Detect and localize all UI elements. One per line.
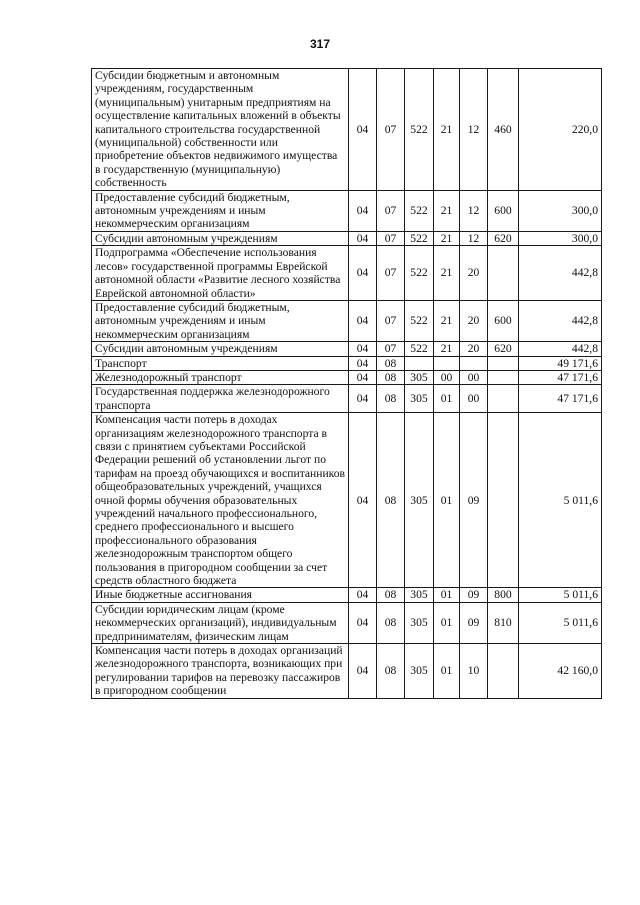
target-article-2-cell: 01 bbox=[434, 602, 460, 643]
target-article-3-cell: 09 bbox=[460, 413, 488, 588]
item-name-cell: Предоставление субсидий бюджетным, автономным учреждениям и иным некоммерческим организациям bbox=[92, 300, 349, 341]
target-article-2-cell bbox=[434, 356, 460, 370]
table-row bbox=[92, 602, 602, 643]
target-article-2-cell: 21 bbox=[434, 190, 460, 231]
amount-cell: 442,8 bbox=[519, 300, 602, 341]
target-article-1-cell: 522 bbox=[405, 300, 434, 341]
item-name-cell: Подпрограмма «Обеспечение использования лесов» государственной программы Еврейской автономной области «Развитие лесного хозяйства Еврейской автономной области» bbox=[92, 246, 349, 301]
target-article-2-cell: 01 bbox=[434, 644, 460, 699]
expense-type-cell bbox=[488, 413, 519, 588]
target-article-2-cell: 21 bbox=[434, 342, 460, 356]
section-code-cell: 04 bbox=[349, 588, 377, 602]
budget-table bbox=[91, 68, 602, 699]
target-article-1-cell: 305 bbox=[405, 385, 434, 413]
item-name-cell: Железнодорожный транспорт bbox=[92, 370, 349, 384]
amount-cell: 300,0 bbox=[519, 190, 602, 231]
section-code-cell: 04 bbox=[349, 602, 377, 643]
table-row bbox=[92, 588, 602, 602]
target-article-1-cell: 522 bbox=[405, 190, 434, 231]
expense-type-cell: 600 bbox=[488, 300, 519, 341]
section-code-cell: 04 bbox=[349, 385, 377, 413]
amount-cell: 47 171,6 bbox=[519, 385, 602, 413]
subsection-code-cell: 08 bbox=[377, 356, 405, 370]
target-article-2-cell: 01 bbox=[434, 385, 460, 413]
target-article-1-cell: 305 bbox=[405, 602, 434, 643]
subsection-code-cell: 08 bbox=[377, 385, 405, 413]
target-article-2-cell: 00 bbox=[434, 370, 460, 384]
subsection-code-cell: 08 bbox=[377, 413, 405, 588]
table-row bbox=[92, 356, 602, 370]
target-article-3-cell: 12 bbox=[460, 231, 488, 245]
expense-type-cell: 810 bbox=[488, 602, 519, 643]
target-article-1-cell: 522 bbox=[405, 69, 434, 191]
expense-type-cell bbox=[488, 370, 519, 384]
item-name-cell: Компенсация части потерь в доходах организациям железнодорожного транспорта в связи с принятием субъектами Российской Федерации решений об установлении льгот по тарифам на проезд обучающихся и воспитанников общеобразовательных учреждений, учащихся очной формы обучения образовательных учреждений начального профессионального, среднего профессионального и высшего профессионального образования железнодорожным транспортом общего пользования в пригородном сообщении за счет средств областного бюджета bbox=[92, 413, 349, 588]
item-name-cell: Транспорт bbox=[92, 356, 349, 370]
item-name-cell: Компенсация части потерь в доходах организаций железнодорожного транспорта, возникающих при регулировании тарифов на перевозку пассажиров в пригородном сообщении bbox=[92, 644, 349, 699]
subsection-code-cell: 07 bbox=[377, 69, 405, 191]
subsection-code-cell: 07 bbox=[377, 190, 405, 231]
target-article-1-cell: 305 bbox=[405, 588, 434, 602]
expense-type-cell: 620 bbox=[488, 231, 519, 245]
amount-cell: 5 011,6 bbox=[519, 413, 602, 588]
item-name-cell: Иные бюджетные ассигнования bbox=[92, 588, 349, 602]
target-article-1-cell: 522 bbox=[405, 246, 434, 301]
table-row bbox=[92, 413, 602, 588]
expense-type-cell: 800 bbox=[488, 588, 519, 602]
section-code-cell: 04 bbox=[349, 370, 377, 384]
item-name-cell: Субсидии автономным учреждениям bbox=[92, 342, 349, 356]
table-row bbox=[92, 190, 602, 231]
amount-cell: 5 011,6 bbox=[519, 588, 602, 602]
amount-cell: 442,8 bbox=[519, 246, 602, 301]
target-article-3-cell: 09 bbox=[460, 602, 488, 643]
item-name-cell: Субсидии юридическим лицам (кроме некоммерческих организаций), индивидуальным предпринимателям, физическим лицам bbox=[92, 602, 349, 643]
section-code-cell: 04 bbox=[349, 644, 377, 699]
table-row bbox=[92, 342, 602, 356]
target-article-3-cell: 12 bbox=[460, 69, 488, 191]
item-name-cell: Субсидии автономным учреждениям bbox=[92, 231, 349, 245]
amount-cell: 47 171,6 bbox=[519, 370, 602, 384]
amount-cell: 442,8 bbox=[519, 342, 602, 356]
amount-cell: 49 171,6 bbox=[519, 356, 602, 370]
section-code-cell: 04 bbox=[349, 356, 377, 370]
amount-cell: 300,0 bbox=[519, 231, 602, 245]
amount-cell: 42 160,0 bbox=[519, 644, 602, 699]
target-article-3-cell: 20 bbox=[460, 300, 488, 341]
target-article-1-cell bbox=[405, 356, 434, 370]
target-article-2-cell: 21 bbox=[434, 300, 460, 341]
amount-cell: 5 011,6 bbox=[519, 602, 602, 643]
subsection-code-cell: 07 bbox=[377, 342, 405, 356]
target-article-1-cell: 305 bbox=[405, 370, 434, 384]
target-article-1-cell: 305 bbox=[405, 644, 434, 699]
expense-type-cell: 460 bbox=[488, 69, 519, 191]
page-number: 317 bbox=[309, 37, 331, 51]
table-row bbox=[92, 69, 602, 191]
section-code-cell: 04 bbox=[349, 342, 377, 356]
item-name-cell: Государственная поддержка железнодорожного транспорта bbox=[92, 385, 349, 413]
target-article-1-cell: 305 bbox=[405, 413, 434, 588]
expense-type-cell bbox=[488, 246, 519, 301]
item-name-cell: Предоставление субсидий бюджетным, автономным учреждениям и иным некоммерческим организациям bbox=[92, 190, 349, 231]
target-article-2-cell: 21 bbox=[434, 69, 460, 191]
subsection-code-cell: 08 bbox=[377, 602, 405, 643]
target-article-2-cell: 21 bbox=[434, 231, 460, 245]
expense-type-cell bbox=[488, 385, 519, 413]
target-article-3-cell: 00 bbox=[460, 385, 488, 413]
subsection-code-cell: 08 bbox=[377, 370, 405, 384]
target-article-3-cell: 20 bbox=[460, 342, 488, 356]
table-row bbox=[92, 370, 602, 384]
target-article-1-cell: 522 bbox=[405, 231, 434, 245]
section-code-cell: 04 bbox=[349, 190, 377, 231]
section-code-cell: 04 bbox=[349, 69, 377, 191]
expense-type-cell bbox=[488, 356, 519, 370]
target-article-1-cell: 522 bbox=[405, 342, 434, 356]
item-name-cell: Субсидии бюджетным и автономным учреждениям, государственным (муниципальным) унитарным предприятиям на осуществление капитальных вложений в объекты капитального строительства государственной (муниципальной) собственности или приобретение объектов недвижимого имущества в государственную (муниципальную) собственность bbox=[92, 69, 349, 191]
section-code-cell: 04 bbox=[349, 300, 377, 341]
section-code-cell: 04 bbox=[349, 231, 377, 245]
subsection-code-cell: 07 bbox=[377, 231, 405, 245]
target-article-2-cell: 21 bbox=[434, 246, 460, 301]
subsection-code-cell: 07 bbox=[377, 246, 405, 301]
subsection-code-cell: 08 bbox=[377, 644, 405, 699]
table-row bbox=[92, 644, 602, 699]
table-row bbox=[92, 300, 602, 341]
table-row bbox=[92, 246, 602, 301]
expense-type-cell: 600 bbox=[488, 190, 519, 231]
subsection-code-cell: 08 bbox=[377, 588, 405, 602]
section-code-cell: 04 bbox=[349, 413, 377, 588]
target-article-3-cell: 00 bbox=[460, 370, 488, 384]
table-row bbox=[92, 385, 602, 413]
target-article-3-cell: 12 bbox=[460, 190, 488, 231]
amount-cell: 220,0 bbox=[519, 69, 602, 191]
table-row bbox=[92, 231, 602, 245]
expense-type-cell: 620 bbox=[488, 342, 519, 356]
expense-type-cell bbox=[488, 644, 519, 699]
target-article-2-cell: 01 bbox=[434, 413, 460, 588]
target-article-3-cell bbox=[460, 356, 488, 370]
target-article-3-cell: 20 bbox=[460, 246, 488, 301]
subsection-code-cell: 07 bbox=[377, 300, 405, 341]
section-code-cell: 04 bbox=[349, 246, 377, 301]
table-body bbox=[92, 69, 602, 699]
target-article-3-cell: 10 bbox=[460, 644, 488, 699]
target-article-2-cell: 01 bbox=[434, 588, 460, 602]
target-article-3-cell: 09 bbox=[460, 588, 488, 602]
